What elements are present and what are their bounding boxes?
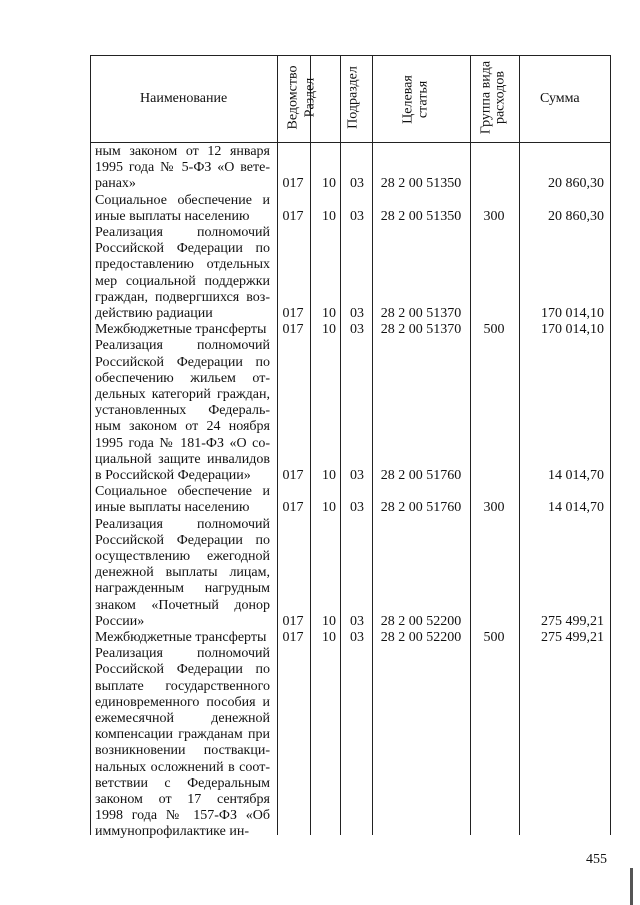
row-celevaya: 28 2 00 51350 [380,208,462,224]
header-vedomstvo: Ведомство [285,65,301,130]
row-name [95,517,270,630]
row-name-line: предоставлению отдельных [95,257,270,273]
row-gruppa: 300 [483,500,505,516]
row-name-line: дельных категорий граждан, [95,386,270,402]
row-name [95,144,270,193]
row-name-line: осуществлению ежегодной [95,548,270,564]
row-summa: 275 499,21 [541,630,604,645]
row-celevaya: 28 2 00 51370 [380,322,462,338]
row-summa: 20 860,30 [548,208,604,224]
row-name [95,484,270,516]
row-name-line: 1998 года № 157-ФЗ «Об [95,808,270,824]
header-celevaya-line1: Целевая [400,75,416,124]
row-celevaya: 28 2 00 52200 [380,613,462,629]
row-name-line: Реализация полномочий [95,338,270,354]
row-name-line: награжденным нагрудным [95,581,270,597]
row-name-line: нальных осложнений в соот- [95,759,270,775]
row-gruppa: 500 [483,322,505,338]
row-name-line: действию радиации [95,305,213,321]
row-summa: 14 014,70 [548,468,604,483]
col-divider-4 [372,55,373,835]
row-name-line: Межбюджетные трансферты [95,630,267,645]
row-vedomstvo: 017 [282,322,304,338]
row-name-line: возникновении поствакци- [95,743,270,759]
row-name-line: Реализация полномочий [95,225,270,240]
header-name: Наименование [140,91,228,106]
col-divider-5 [470,55,471,835]
header-gruppa [476,60,516,140]
header-celevaya [395,70,445,130]
row-name-line: 1995 года № 5-ФЗ «О вете- [95,160,270,176]
row-name-line: ным законом от 24 ноября [95,419,270,435]
row-vedomstvo: 017 [282,613,304,629]
row-summa: 14 014,70 [548,500,604,516]
row-name-line: денежной выплаты лицам, [95,565,270,581]
header-bottom-rule [90,142,610,143]
row-celevaya: 28 2 00 51370 [380,306,462,321]
row-name-line: Реализация полномочий [95,646,270,662]
row-gruppa: 500 [483,630,505,645]
row-name-line: законом от 17 сентября [95,791,270,807]
row-name-line: Социальное обеспечение и [95,484,270,500]
header-razdel: Раздел [302,77,318,118]
row-podrazdel: 03 [350,500,364,516]
row-name-line: Российской Федерации по [95,241,270,257]
row-summa: 170 014,10 [541,306,604,321]
row-name-line: ежемесячной денежной [95,710,270,726]
col-divider-6 [519,55,520,835]
row-vedomstvo: 017 [282,176,304,192]
row-podrazdel: 03 [350,613,364,629]
table-top-rule [90,55,610,56]
row-podrazdel: 03 [350,630,364,645]
row-vedomstvo: 017 [282,208,304,224]
header-celevaya-line2: статья [415,80,431,119]
row-name-line: циальной защите инвалидов [95,451,270,467]
row-razdel: 10 [322,306,336,321]
row-razdel: 10 [322,613,336,629]
row-celevaya: 28 2 00 52200 [380,630,462,645]
row-celevaya: 28 2 00 51760 [380,500,462,516]
row-name-line: ветствии с Федеральным [95,775,270,791]
row-name-line: Социальное обеспечение и [95,192,270,208]
row-name-line: ным законом от 12 января [95,144,270,159]
row-razdel: 10 [322,322,336,338]
row-name-line: компенсации гражданам при [95,727,270,743]
row-name-line: граждан, подвергшихся воз- [95,289,270,305]
row-celevaya: 28 2 00 51760 [380,468,462,483]
row-name-line: ранах» [95,176,136,192]
row-razdel: 10 [322,176,336,192]
col-divider-1 [277,55,278,835]
page-number: 455 [586,852,607,867]
row-name [95,338,270,484]
row-name [95,322,270,338]
header-summa: Сумма [540,91,580,106]
row-vedomstvo: 017 [282,468,304,483]
row-razdel: 10 [322,500,336,516]
row-name-line: Российской Федерации по [95,532,270,548]
row-razdel: 10 [322,208,336,224]
row-celevaya: 28 2 00 51350 [380,176,462,192]
row-name-line: в Российской Федерации» [95,467,251,483]
row-gruppa: 300 [483,208,505,224]
row-vedomstvo: 017 [282,630,304,645]
row-name [95,225,270,322]
scan-edge-mark [630,868,633,905]
row-name-line: Российской Федерации по [95,354,270,370]
row-name-line: единовременного пособия и [95,694,270,710]
header-gruppa-line2: расходов [492,70,508,125]
row-vedomstvo: 017 [282,306,304,321]
row-podrazdel: 03 [350,468,364,483]
header-gruppa-line1: Группа вида [478,60,494,135]
header-podrazdel: Подраздел [345,66,361,129]
col-divider-2 [310,55,311,835]
row-name-line: России» [95,613,145,629]
row-name [95,193,270,225]
row-vedomstvo: 017 [282,500,304,516]
row-name-line: иные выплаты населению [95,208,250,224]
row-name-line: выплате государственного [95,678,270,694]
col-divider-3 [340,55,341,835]
row-name-line: иммунопрофилактике ин- [95,824,249,840]
row-name-line: обеспечению жильем от- [95,370,270,386]
row-name-line: Российской Федерации по [95,662,270,678]
row-name-line: Реализация полномочий [95,516,270,532]
row-podrazdel: 03 [350,208,364,224]
row-name-line: Межбюджетные трансферты [95,322,267,338]
row-podrazdel: 03 [350,322,364,338]
row-name-line: мер социальной поддержки [95,273,270,289]
row-summa: 20 860,30 [548,176,604,192]
row-name-line: знаком «Почетный донор [95,597,270,613]
row-podrazdel: 03 [350,306,364,321]
row-summa: 275 499,21 [541,613,604,629]
row-name [95,646,270,840]
row-name [95,630,270,646]
row-razdel: 10 [322,630,336,645]
row-name-line: 1995 года № 181-ФЗ «О со- [95,435,270,451]
row-summa: 170 014,10 [541,322,604,338]
row-name-line: иные выплаты населению [95,500,250,516]
row-name-line: установленных Федераль- [95,403,270,419]
row-razdel: 10 [322,468,336,483]
row-podrazdel: 03 [350,176,364,192]
